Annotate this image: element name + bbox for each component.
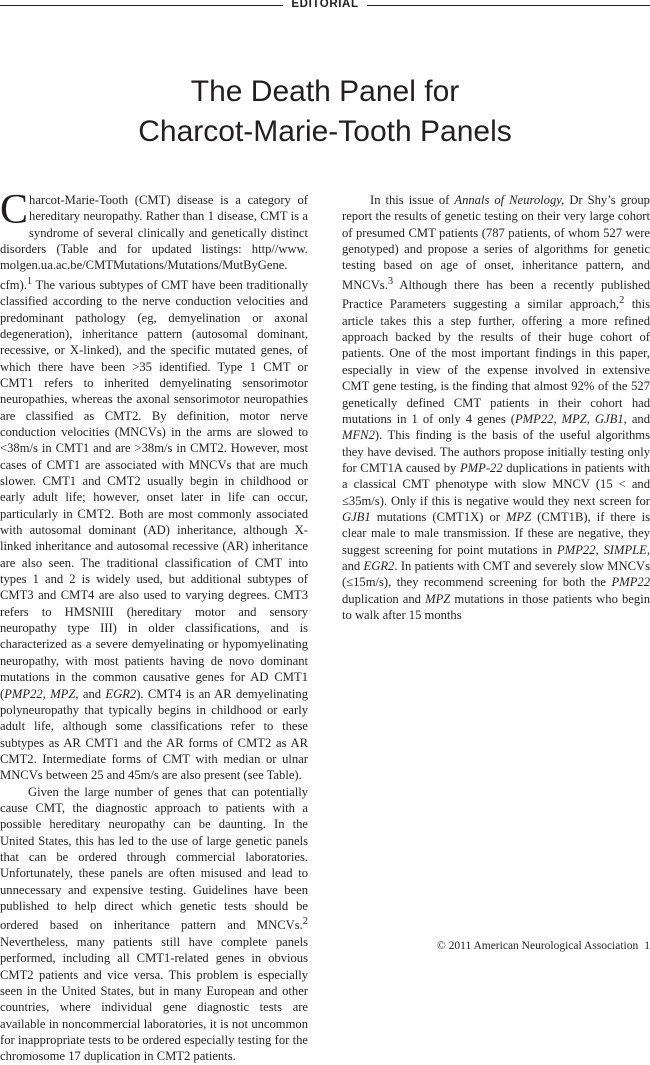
page-footer: [437, 939, 650, 953]
drop-cap: C: [0, 187, 29, 233]
reference-3: 3: [387, 275, 394, 287]
header-rule-right: [367, 5, 650, 6]
reference-2: 2: [302, 916, 308, 928]
left-column: [0, 187, 309, 1065]
paragraph-3: In this issue of Annals of Neurology, Dr Shy’s group report the results of genetic testing on their very large cohort of presumed CMT patients (787 patients, of whom 527 were genotyped) and propose a series of algorithms for genetic testing based on age of onset, inheritance pattern, and MNCVs.$^3$ Although there has been a recently published Practice Parameters suggesting a similar approach,$^2$ this article takes this a step further, offering a more refined approach backed by the results of their huge cohort of patients. One of the most important findings in this paper, especially in view of the expense involved in extensive CMT gene testing, is the finding that almost 92% of the 527 genetically defined CMT patients in their cohort had mutations in 1 of only 4 genes (PMP22, MPZ, GJB1, and MFN2). This finding is the basis of the useful algorithms they have devised. The authors propose initially testing only for CMT1A caused by PMP-22 duplications in patients with a classical CMT phenotype with slow MNCV (15 < and ≤35m/s). Only if this is negative would they next screen for GJB1 mutations (CMT1X) or MPZ (CMT1B), if there is clear male to male transmission. If these are negative, they suggest screening for point mutations in PMP22, SIMPLE, and EGR2. In patients with CMT and severely slow MNCVs (≤15m/s), they recommend screening for both the PMP22 duplication and MPZ mutations in those patients who begin to walk after 15 months: [342, 193, 650, 622]
title-line-1: The Death Panel for: [190, 75, 460, 108]
paragraph-2: Given the large number of genes that can potentially cause CMT, the diagnostic approach to patients with a possible hereditary neuropathy can be daunting. In the United States, this has led to the use of large genetic panels that can be ordered through commercial laboratories. Unfortunately, these panels are often misused and lead to unnecessary and expensive testing. Guidelines have been published to help direct which genetic tests should be ordered based on inheritance pattern and MNCVs.$^2$ Nevertheless, many patients still have complete panels performed, including all CMT1-related genes in obvious CMT2 patients and vice versa. This problem is especially seen in the United States, but in many European and other countries, where individual gene diagnostic tests are available in noncommercial laboratories, it is not uncommon for inappropriate tests to be ordered especially testing for the chromosome 17 duplication in CMT2 patients.: [0, 784, 308, 1064]
title-line-2: Charcot-Marie-Tooth Panels: [138, 115, 512, 148]
section-label: EDITORIAL: [291, 0, 359, 10]
section-header: [0, 0, 650, 12]
right-column: [342, 192, 650, 623]
article-title: [0, 72, 650, 152]
page-number: 1: [644, 940, 650, 952]
paragraph-1: Charcot-Marie-Tooth (CMT) disease is a category of hereditary neuropathy. Rather than 1 disease, CMT is a syndrome of several clinically and genetically distinct disorders (Table and for updated listings: http//www.​molgen.ua.ac.be/CMTMutations/Mutations/MutByGene.​cfm).$^1$ The various subtypes of CMT have been traditionally classified according to the nerve conduction velocities and predominant pathology (eg, demyelination or axonal degeneration), inheritance pattern (autosomal dominant, recessive, or X-linked), and the specific mutated genes, of which there have been >35 identified. Type 1 CMT or CMT1 refers to inherited demyelinating sensorimotor neuropathies, whereas the axonal sensorimotor neuropathies are classified as CMT2. By definition, motor nerve conduction velocities (MNCVs) in the arms are slowed to <38m/s in CMT1 and are >38m/s in CMT2. However, most cases of CMT1 are associated with MNCVs that are much slower. CMT1 and CMT2 usually begin in childhood or early adult life; however, onset later in life can occur, particularly in CMT2. Both are most commonly associated with autosomal dominant (AD) inheritance, although X-linked inheritance and autosomal recessive (AR) inheritance are also seen. The traditional classification of CMT into types 1 and 2 is widely used, but additional subtypes of CMT3 and CMT4 are also used to varying degrees. CMT3 refers to HMSNIII (hereditary motor and sensory neuropathy type III) in older classifications, and is characterized as a severe demyelinating or hypomyelinating neuropathy, with most patients having de novo dominant mutations in the common causative genes for AD CMT1 (PMP22, MPZ, and EGR2). CMT4 is an AR demyelinating polyneuropathy that typically begins in childhood or early adult life, although some classifications refer to these subtypes as AR CMT1 and the AR forms of CMT2 as AR CMT2. Intermediate forms of CMT with median or ulnar MNCVs between 25 and 45m/s are also present (see Table).: [0, 187, 309, 783]
reference-1: 1: [26, 275, 33, 287]
reference-2b: 2: [619, 295, 625, 307]
header-rule-left: [0, 5, 283, 6]
copyright-notice: © 2011 American Neurological Association: [437, 940, 639, 952]
journal-name: Annals of Neurology,: [454, 193, 565, 207]
